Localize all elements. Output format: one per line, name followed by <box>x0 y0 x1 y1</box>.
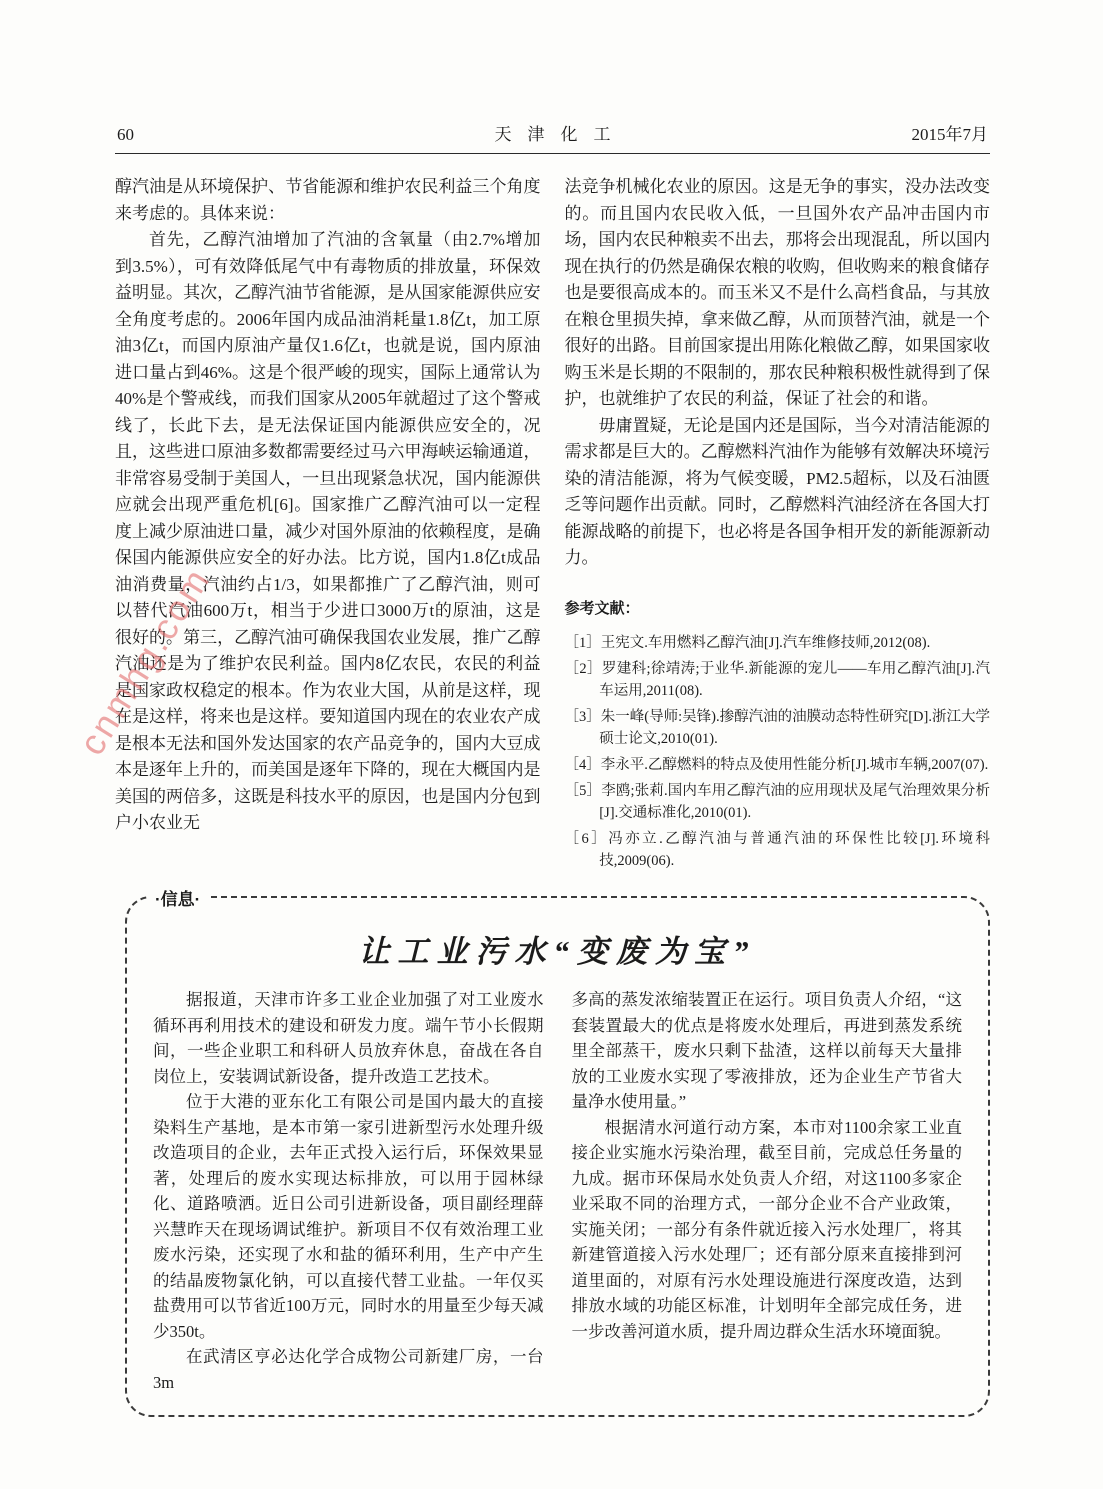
article-paragraph: 首先，乙醇汽油增加了汽油的含氧量（由2.7%增加到3.5%），可有效降低尾气中有毒物质的排放量，环保效益明显。其次，乙醇汽油节省能源，是从国家能源供应安全角度考虑的。2006年国内成品油消耗量1.8亿t，加工原油3亿t，而国内原油产量仅1.6亿t，也就是说，国内原油进口量占到46%。这是个很严峻的现实，国际上通常认为40%是个警戒线，而我们国家从2005年就超过了这个警戒线了，长此下去，是无法保证国内能源供应安全的，况且，这些进口原油多数都需要经过马六甲海峡运输通道，非常容易受制于美国人，一旦出现紧急状况，国内能源供应就会出现严重危机[6]。国家推广乙醇汽油可以一定程度上减少原油进口量，减少对国外原油的依赖程度，是确保国内能源供应安全的好办法。比方说，国内1.8亿t成品油消费量，汽油约占1/3，如果都推广了乙醇汽油，则可以替代汽油600万t，相当于少进口3000万t的原油，这是很好的。第三，乙醇汽油可确保我国农业发展，推广乙醇汽油还是为了维护农民利益。国内8亿农民，农民的利益是国家政权稳定的根本。作为农业大国，从前是这样，现在是这样，将来也是这样。要知道国内现在的农业农产成是根本无法和国外发达国家的农产品竞争的，国内大豆成本是逐年上升的，而美国是逐年下降的，现在大概国内是美国的两倍多，这既是科技水平的原因，也是国内分包到户小农业无 <box>115 230 541 832</box>
reference-item: ［1］王宪文.车用燃料乙醇汽油[J].汽车维修技师,2012(08). <box>564 635 931 651</box>
info-paragraph: 在武清区亨必达化学合成物公司新建厂房，一台3m <box>153 1347 544 1392</box>
info-box <box>125 890 990 1417</box>
references-list <box>565 632 991 872</box>
references-heading: 参考文献： <box>564 599 640 617</box>
article-paragraph: 醇汽油是从环境保护、节省能源和维护农民利益三个角度来考虑的。具体来说： <box>115 177 541 223</box>
info-box-right-column <box>572 987 963 1395</box>
watermark: cnmhg.com <box>70 559 219 762</box>
reference-item: ［4］李永平.乙醇燃料的特点及使用性能分析[J].城市车辆,2007(07). <box>564 757 989 773</box>
issue-date: 2015年7月 <box>911 125 988 144</box>
article-left-column <box>115 174 541 876</box>
journal-title: 天津化工 <box>494 125 627 144</box>
article-right-column <box>565 174 991 876</box>
info-box-label: ·信息· <box>147 885 208 910</box>
info-paragraph: 位于大港的亚东化工有限公司是国内最大的直接染料生产基地，是本市第一家引进新型污水处理升级改造项目的企业，去年正式投入运行后，环保效果显著，处理后的废水实现达标排放，可以用于园林绿化、道路喷洒。近日公司引进新设备，项目副经理薛兴慧昨天在现场调试维护。新项目不仅有效治理工业废水污染，还实现了水和盐的循环利用，生产中产生的结晶废物氯化钠，可以直接代替工业盐。一年仅买盐费用可以节省近100万元，同时水的用量至少每天减少350t。 <box>153 1092 544 1341</box>
page-header <box>115 120 990 145</box>
reference-item: ［3］朱一峰(导师:吴锋).掺醇汽油的油膜动态特性研究[D].浙江大学硕士论文,2010(01). <box>564 709 990 747</box>
reference-item: ［5］李鸥;张莉.国内车用乙醇汽油的应用现状及尾气治理效果分析[J].交通标准化,2010(01). <box>564 783 990 821</box>
header-rule <box>115 153 990 154</box>
info-box-left-column <box>153 987 544 1395</box>
article-paragraph: 法竞争机械化农业的原因。这是无争的事实，没办法改变的。而且国内农民收入低，一旦国外农产品冲击国内市场，国内农民种粮卖不出去，那将会出现混乱，所以国内现在执行的仍然是确保农粮的收购，但收购来的粮食储存也是要很高成本的。而玉米又不是什么高档食品，与其放在粮仓里损失掉，拿来做乙醇，从而顶替汽油，就是一个很好的出路。目前国家提出用陈化粮做乙醇，如果国家收购玉米是长期的不限制的，那农民种粮积极性就得到了保护，也就维护了农民的利益，保证了社会的和谐。 <box>564 177 990 408</box>
info-paragraph: 多高的蒸发浓缩装置正在运行。项目负责人介绍，“这套装置最大的优点是将废水处理后，再进到蒸发系统里全部蒸干，废水只剩下盐渣，这样以前每天大量排放的工业废水实现了零液排放，还为企业生产节省大量净水使用量。” <box>571 990 962 1111</box>
article-body <box>115 174 990 876</box>
article-paragraph: 毋庸置疑，无论是国内还是国际，当今对清洁能源的需求都是巨大的。乙醇燃料汽油作为能够有效解决环境污染的清洁能源，将为气候变暖，PM2.5超标，以及石油匮乏等问题作出贡献。同时，乙醇燃料汽油经济在各国大打能源战略的前提下，也必将是各国争相开发的新能源新动力。 <box>564 415 990 567</box>
info-paragraph: 根据清水河道行动方案，本市对1100余家工业直接企业实施水污染治理，截至目前，完成总任务量的九成。据市环保局水处负责人介绍，对这1100多家企业采取不同的治理方式，一部分企业不合产业政策，实施关闭；一部分有条件就近接入污水处理厂，将其新建管道接入污水处理厂；还有部分原来直接排到河道里面的，对原有污水处理设施进行深度改造，达到排放水域的功能区标准，计划明年全部完成任务，进一步改善河道水质，提升周边群众生活水环境面貌。 <box>571 1117 962 1341</box>
reference-item: ［6］冯亦立.乙醇汽油与普通汽油的环保性比较[J].环境科技,2009(06). <box>564 831 990 869</box>
reference-item: ［2］罗建科;徐靖涛;于业华.新能源的宠儿——车用乙醇汽油[J].汽车运用,2011(08). <box>564 661 990 699</box>
info-box-body <box>153 987 962 1395</box>
info-box-title: 让工业污水“变废为宝” <box>358 934 757 969</box>
info-paragraph: 据报道，天津市许多工业企业加强了对工业废水循环再利用技术的建设和研发力度。端午节小长假期间，一些企业职工和科研人员放弃休息，奋战在各自岗位上，安装调试新设备，提升改造工艺技术。 <box>153 990 544 1086</box>
page-number: 60 <box>117 125 134 144</box>
